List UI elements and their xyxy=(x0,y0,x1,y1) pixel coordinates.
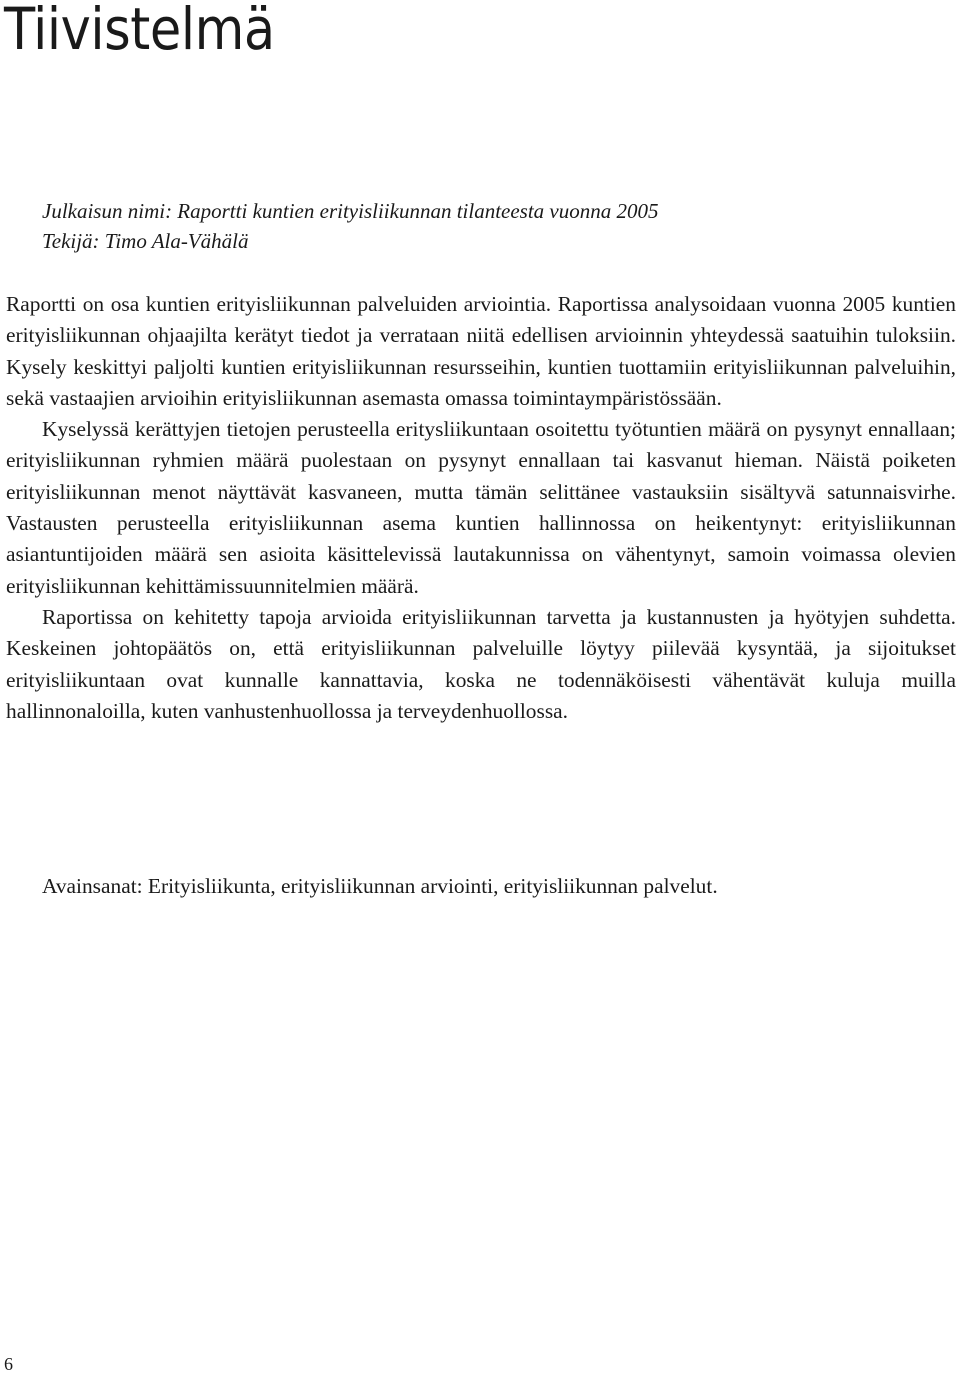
keywords: Avainsanat: Erityisliikunta, erityisliikunnan arviointi, erityisliikunnan palvelut. xyxy=(42,874,718,898)
publication-meta xyxy=(42,196,659,256)
abstract-paragraph-3: Raportissa on kehitetty tapoja arvioida erityisliikunnan tarvetta ja kustannusten ja hyötyjen suhdetta. Keskeinen johtopäätös on, että erityisliikunnan palveluille löytyy piilevää kysyntää, ja sijoitukset erityisliikuntaan ovat kunnalle kannattavia, koska ne todennäköisesti vähentävät kuluja muilla hallinnonaloilla, kuten vanhustenhuollossa ja terveydenhuollossa. xyxy=(6,604,956,723)
page-number: 6 xyxy=(4,1354,13,1374)
author-name: Tekijä: Timo Ala-Vähälä xyxy=(42,229,249,253)
publication-name: Julkaisun nimi: Raportti kuntien erityisliikunnan tilanteesta vuonna 2005 xyxy=(42,199,659,223)
abstract-body xyxy=(6,289,956,727)
abstract-paragraph-1: Raportti on osa kuntien erityisliikunnan palveluiden arviointia. Raportissa analysoidaan vuonna 2005 kuntien erityisliikunnan ohjaajilta kerätyt tiedot ja verrataan niitä edellisen arvioinnin yhteydessä saatuihin tuloksiin. Kysely keskittyi paljolti kuntien erityisliikunnan resursseihin, kuntien tuottamiin erityisliikunnan palveluihin, sekä vastaajien arvioihin erityisliikunnan asemasta omassa toimintaympäristössään. xyxy=(6,292,956,410)
page-title: Tiivistelmä xyxy=(4,0,275,63)
abstract-paragraph-2: Kyselyssä kerättyjen tietojen perusteella eritysliikuntaan osoitettu työtuntien määrä on pysynyt ennallaan; erityisliikunnan ryhmien määrä puolestaan on pysynyt ennallaan tai kasvanut hieman. Näistä poiketen erityisliikunnan menot näyttävät kasvaneen, mutta tämän selittänee vastauksiin sisältyvä satunnaisvirhe. Vastausten perusteella erityisliikunnan asema kuntien hallinnossa on heikentynyt: erityisliikunnan asiantuntijoiden määrä sen asioita käsittelevissä lautakunnissa on vähentynyt, samoin voimassa olevien erityisliikunnan kehittämissuunnitelmien määrä. xyxy=(6,417,956,598)
